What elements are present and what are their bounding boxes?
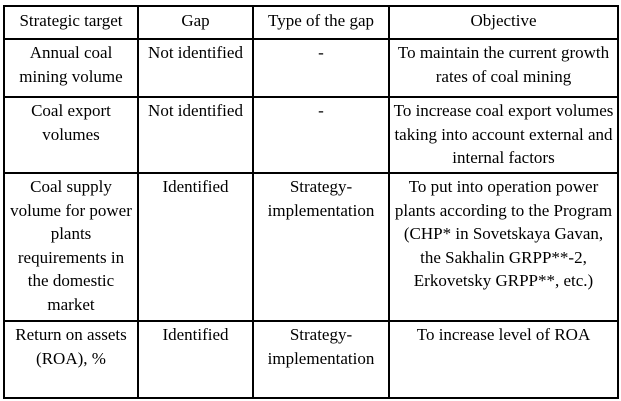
cell-strategic-target: Annual coal mining volume	[4, 39, 138, 97]
cell-type-of-gap: -	[253, 39, 389, 97]
table-row	[4, 321, 618, 398]
cell-type-of-gap: Strategy-implementation	[253, 321, 389, 398]
header-strategic-target: Strategic target	[4, 6, 138, 39]
table-row	[4, 97, 618, 173]
header-type-of-gap: Type of the gap	[253, 6, 389, 39]
cell-gap: Not identified	[138, 97, 253, 173]
cell-gap: Identified	[138, 173, 253, 321]
cell-strategic-target: Coal supply volume for power plants requirements in the domestic market	[4, 173, 138, 321]
cell-objective: To maintain the current growth rates of coal mining	[389, 39, 618, 97]
cell-gap: Identified	[138, 321, 253, 398]
cell-type-of-gap: -	[253, 97, 389, 173]
cell-strategic-target: Coal export volumes	[4, 97, 138, 173]
table-row	[4, 173, 618, 321]
cell-gap: Not identified	[138, 39, 253, 97]
header-gap: Gap	[138, 6, 253, 39]
cell-objective: To put into operation power plants according to the Program (CHP* in Sovetskaya Gavan, the Sakhalin GRPP**-2, Erkovetsky GRPP**, etc.)	[389, 173, 618, 321]
strategic-gap-table	[3, 5, 619, 399]
cell-strategic-target: Return on assets (ROA), %	[4, 321, 138, 398]
cell-type-of-gap: Strategy-implementation	[253, 173, 389, 321]
cell-objective: To increase level of ROA	[389, 321, 618, 398]
header-objective: Objective	[389, 6, 618, 39]
table-row	[4, 39, 618, 97]
table-header-row	[4, 6, 618, 39]
cell-objective: To increase coal export volumes taking into account external and internal factors	[389, 97, 618, 173]
